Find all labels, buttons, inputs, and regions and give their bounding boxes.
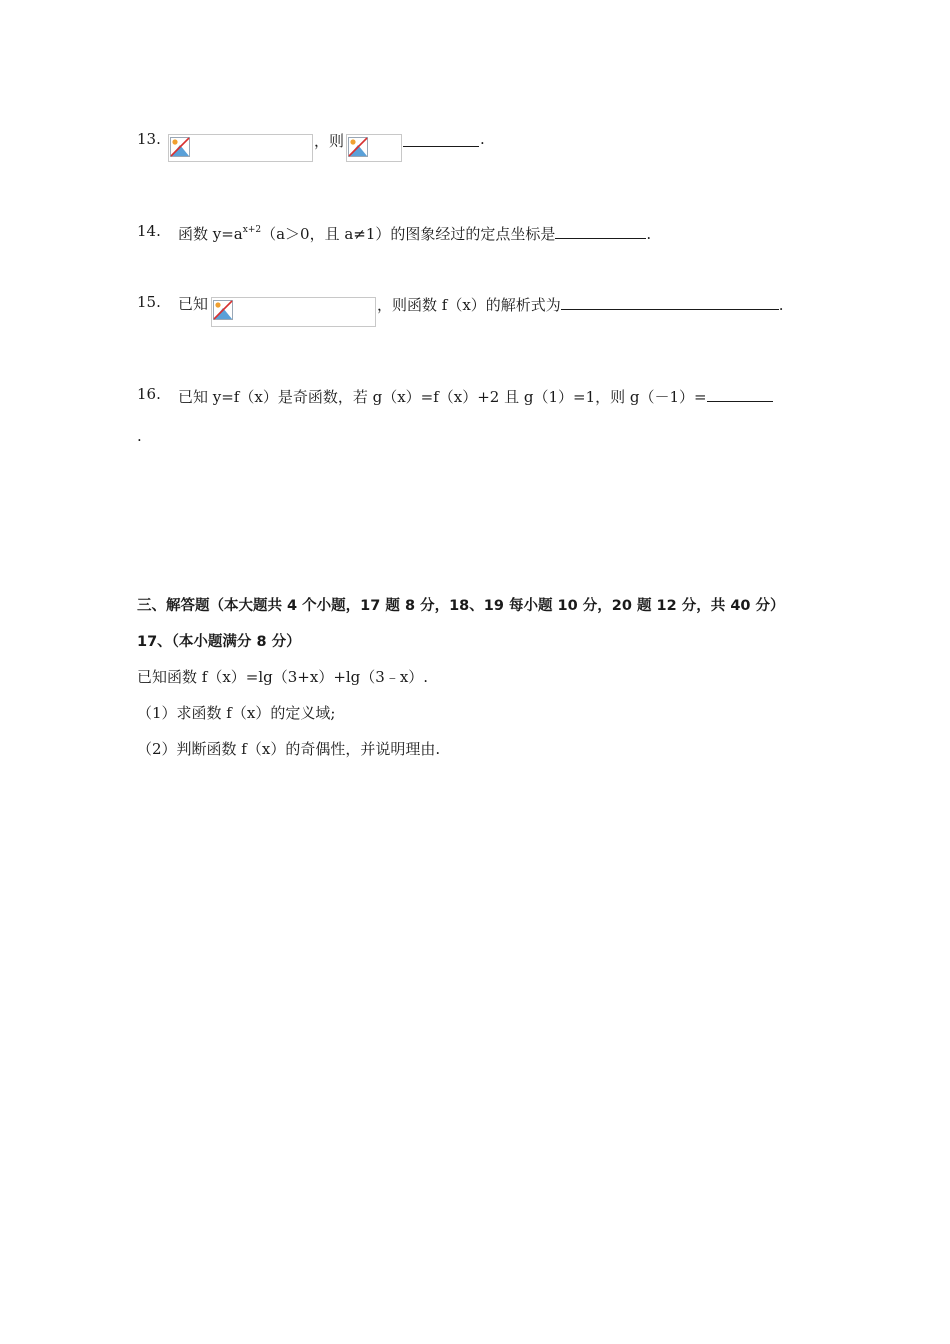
question-13-end: . [480, 130, 485, 148]
question-14-text-a: 函数 y=a [178, 225, 243, 243]
question-14-end: . [646, 225, 652, 243]
exponent: x+2 [242, 225, 262, 235]
question-14-text-b: （a＞0，且 a≠1）的图象经过的定点坐标是 [261, 225, 556, 243]
answer-blank[interactable] [707, 385, 773, 402]
question-16-body: 已知 y=f（x）是奇函数，若 g（x）=f（x）+2 且 g（1）=1，则 g（－1）= [178, 388, 707, 406]
question-16-end: . [137, 427, 142, 445]
formula-image-placeholder [168, 134, 313, 162]
answer-blank[interactable] [555, 222, 646, 239]
question-15-prefix: 已知 [178, 295, 209, 313]
section-heading: 三、解答题（本大题共 4 个小题，17 题 8 分，18、19 每小题 10 分，20 题 12 分，共 40 分） [137, 598, 785, 614]
question-16-number: 16. [137, 385, 161, 403]
answer-blank[interactable] [561, 293, 779, 310]
question-15-end: . [778, 296, 784, 314]
question-17-part-2: （2）判断函数 f（x）的奇偶性，并说明理由. [137, 740, 441, 758]
answer-blank[interactable] [403, 130, 479, 147]
question-13-number: 13. [137, 130, 161, 148]
question-15-number: 15. [137, 293, 161, 311]
question-13-mid-text: ，则 [314, 132, 345, 150]
question-14-text [178, 222, 651, 244]
broken-image-icon [213, 300, 233, 320]
question-15-body: ，则函数 f（x）的解析式为 [377, 296, 561, 314]
broken-image-icon [170, 137, 190, 157]
formula-image-placeholder [346, 134, 402, 162]
question-17-part-1: （1）求函数 f（x）的定义域; [137, 704, 336, 722]
question-14-number: 14. [137, 222, 161, 240]
question-17-statement: 已知函数 f（x）=lg（3+x）+lg（3﹣x）. [137, 668, 429, 686]
broken-image-icon [348, 137, 368, 157]
question-16-text [178, 385, 773, 407]
formula-image-placeholder [211, 297, 376, 327]
question-17-heading: 17、（本小题满分 8 分） [137, 634, 301, 650]
question-15-text [377, 293, 784, 315]
